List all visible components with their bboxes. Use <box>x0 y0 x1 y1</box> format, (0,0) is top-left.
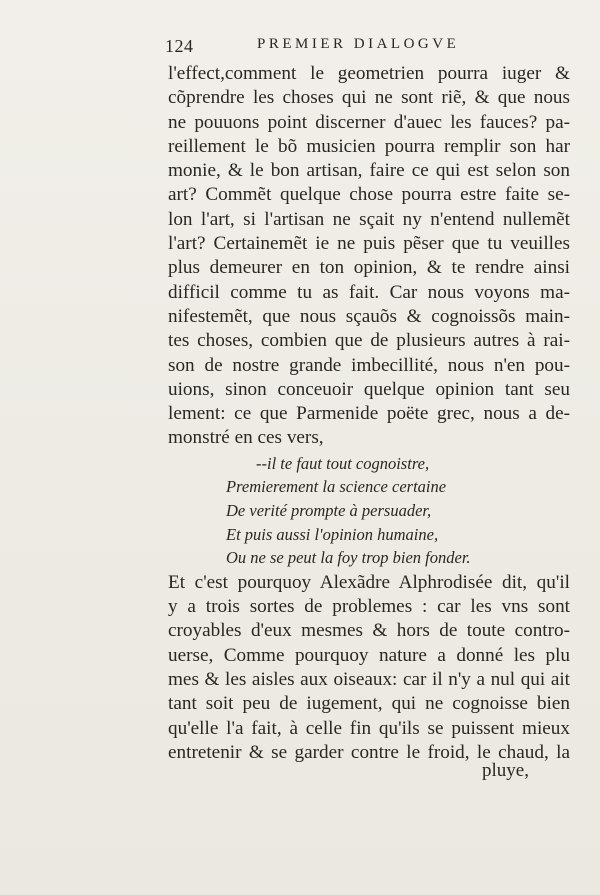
text-line: son de nostre grande imbecillité, nous n'en pou- <box>168 354 570 376</box>
text-line: qu'elle l'a fait, à celle fin qu'ils se puissent mieux <box>168 717 570 739</box>
verse-line: Ou ne se peut la foy trop bien fonder. <box>226 548 471 568</box>
text-line: entretenir & se garder contre le froid, le chaud, la <box>168 741 570 763</box>
verse-line: Premierement la science certaine <box>226 477 447 497</box>
paragraph <box>168 571 570 765</box>
text-line: nifestemẽt, que nous sçauõs & cognoissõs main- <box>168 305 570 327</box>
text-line: uerse, Comme pourquoy nature a donné les plu <box>168 644 570 666</box>
catchword: pluye, <box>482 760 529 781</box>
text-line: art? Commẽt quelque chose pourra estre faite se- <box>168 184 570 206</box>
text-line: croyables d'eux mesmes & hors de toute contro- <box>168 620 570 642</box>
text-line: monstré en ces vers, <box>168 427 324 449</box>
page-number: 124 <box>165 36 194 56</box>
verse-line: --il te faut tout cognoistre, <box>256 453 430 473</box>
text-line: Et c'est pourquoy Alexãdre Alphrodisée dit, qu'il <box>168 571 570 593</box>
text-line: uions, sinon conceuoir quelque opinion tant seu <box>168 378 570 400</box>
text-line: mes & les aisles aux oiseaux: car il n'y a nul qui ait <box>168 668 570 690</box>
text-line: tant soit peu de iugement, qui ne cognoisse bien <box>168 693 570 715</box>
text-line: y a trois sortes de problemes : car les vns sont <box>168 596 570 618</box>
text-line: lement: ce que Parmenide poëte grec, nous a de- <box>168 403 570 425</box>
text-line: cõprendre les choses qui ne sont riẽ, & que nous <box>168 87 570 109</box>
verse-line: De verité prompte à persuader, <box>226 500 432 520</box>
running-head: PREMIER DIALOGVE <box>257 36 460 52</box>
text-line: l'effect,comment le geometrien pourra iuger & <box>168 63 570 84</box>
text-line: l'art? Certainemẽt ie ne puis pẽser que tu veuilles <box>168 233 570 255</box>
verse-line: Et puis aussi l'opinion humaine, <box>226 524 439 544</box>
text-line: plus demeurer en ton opinion, & te rendre ainsi <box>168 257 570 279</box>
text-line: monie, & le bon artisan, faire ce qui est selon son <box>168 160 570 182</box>
page-header <box>165 36 545 60</box>
text-line: lon l'art, si l'artisan ne sçait ny n'entend nullemẽt <box>168 208 570 230</box>
text-line: ne pouuons point discerner d'auec les fauces? pa- <box>168 111 570 133</box>
verse-quotation <box>168 452 570 570</box>
text-line: tes choses, combien que de plusieurs autres à rai- <box>168 330 570 352</box>
text-line: reillement le bõ musicien pourra remplir son har <box>168 135 570 157</box>
body-text <box>168 62 570 765</box>
text-line: difficil comme tu as fait. Car nous voyons ma- <box>168 281 570 303</box>
